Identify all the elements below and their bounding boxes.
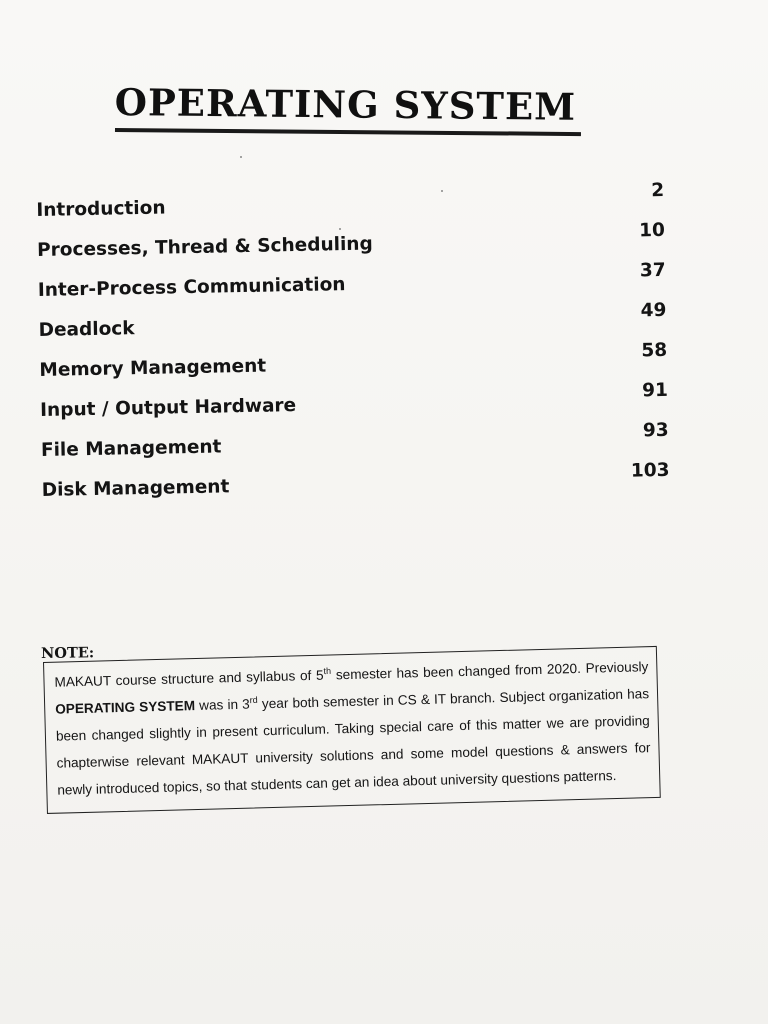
note-text-part: year both semester in CS & IT branch. [257,690,496,712]
note-text-part: Subject organization has been changed slightly in present curriculum. Taking special care of this matter we are providing chapterwise relevant MAKAUT university solutions and some model questions & answers for newly introduced topics, so that students can get an idea about university questions patterns. [55,686,651,798]
paper-speck [441,190,443,192]
table-of-contents [36,180,670,512]
toc-entry-label: Memory Management [39,355,267,381]
note-text-part: MAKAUT course structure and syllabus of 5 [54,667,324,690]
toc-entry-page: 58 [641,339,668,362]
toc-entry-label: Introduction [36,197,166,221]
toc-entry-label: Deadlock [38,318,135,341]
toc-entry-page: 49 [640,299,667,322]
toc-entry-page: 93 [642,419,669,442]
page-title: OPERATING SYSTEM [114,80,577,129]
note-superscript: rd [249,694,258,706]
note-superscript: th [323,665,332,677]
note-text-part: was in 3 [194,696,250,714]
toc-entry-page: 10 [638,219,666,242]
toc-entry-label: File Management [40,436,222,461]
note-bold-subject: OPERATING SYSTEM [55,698,196,717]
toc-entry-page: 103 [630,459,670,482]
title-underline [115,128,581,136]
note-text-part: semester has been changed from 2020. Previously [330,659,649,683]
toc-entry-label: Processes, Thread & Scheduling [36,233,373,261]
toc-entry-page: 91 [641,379,669,402]
paper-speck [240,156,242,158]
paper-speck [339,228,341,230]
note-heading: NOTE: [41,644,95,662]
toc-entry-page: 2 [651,179,665,202]
toc-entry-page: 37 [639,259,666,282]
toc-entry-label: Inter-Process Communication [37,274,346,301]
toc-entry-label: Disk Management [41,476,230,501]
note-text [54,653,651,804]
note-box [43,646,661,814]
toc-entry-label: Input / Output Hardware [39,395,297,421]
